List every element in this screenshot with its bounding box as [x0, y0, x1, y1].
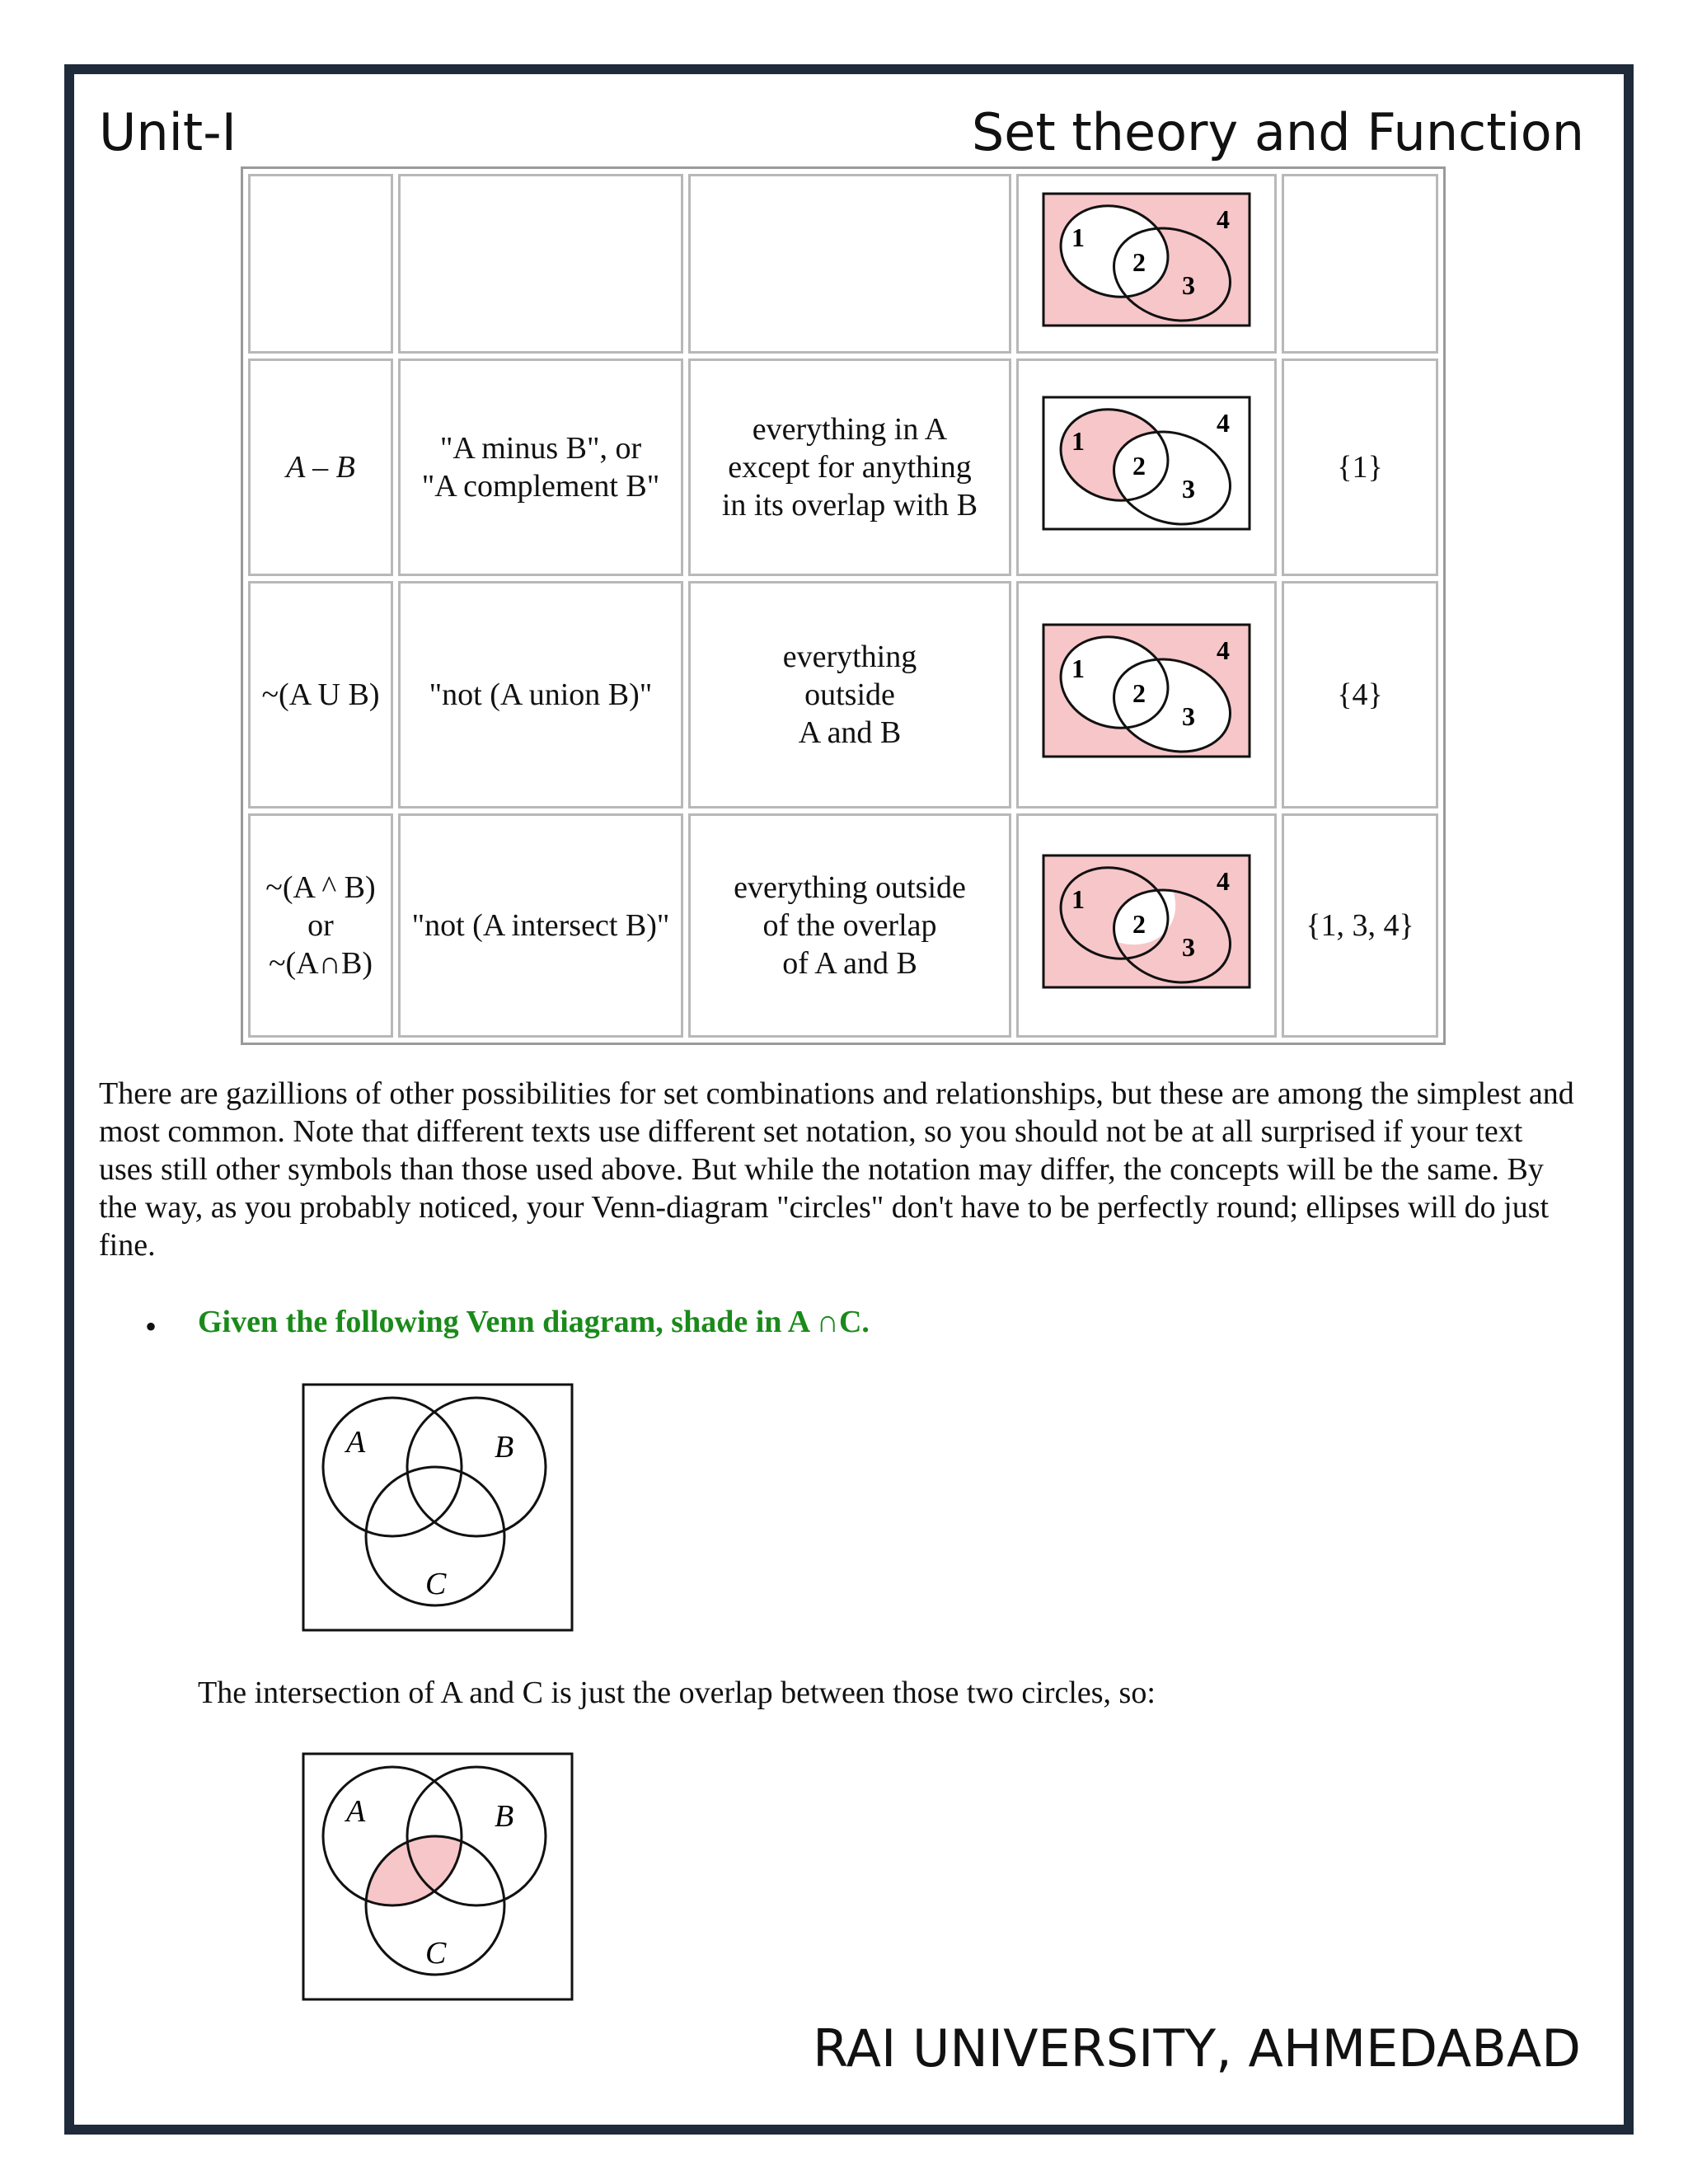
svg-text:3: 3	[1182, 269, 1195, 300]
svg-text:A: A	[346, 1794, 366, 1829]
result-cell: {1, 3, 4}	[1282, 813, 1438, 1038]
expr-cell: ~(A ^ B) or ~(A∩B)	[248, 813, 393, 1038]
university-footer: RAI UNIVERSITY, AHMEDABAD	[813, 2018, 1581, 2079]
svg-text:3: 3	[1182, 931, 1195, 962]
unit-title: Unit-I	[99, 102, 237, 162]
svg-text:2: 2	[1132, 246, 1146, 277]
svg-text:4: 4	[1217, 407, 1230, 438]
svg-text:3: 3	[1182, 701, 1195, 731]
venn-diagram-outside-a	[1042, 192, 1251, 327]
svg-text:1: 1	[1071, 883, 1085, 914]
expr-cell: ~(A U B)	[248, 581, 393, 808]
three-set-venn-diagram	[302, 1383, 574, 1632]
svg-text:4: 4	[1217, 865, 1230, 896]
desc-cell: everything outside A and B	[688, 581, 1011, 808]
bullet-icon: •	[145, 1308, 157, 1345]
svg-text:3: 3	[1182, 473, 1195, 504]
expr-cell: A – B	[248, 359, 393, 576]
venn-diagram-a-minus-b	[1042, 396, 1251, 531]
venn-cell	[1016, 359, 1277, 576]
venn-cell	[1016, 813, 1277, 1038]
svg-text:4: 4	[1217, 635, 1230, 665]
question-text: Given the following Venn diagram, shade in A ∩C.	[198, 1305, 870, 1339]
read-cell	[398, 174, 683, 354]
read-cell: "A minus B", or "A complement B"	[398, 359, 683, 576]
svg-text:B: B	[495, 1799, 514, 1834]
desc-cell: everything outside of the overlap of A and B	[688, 813, 1011, 1038]
result-cell: {4}	[1282, 581, 1438, 808]
subject-title: Set theory and Function	[971, 102, 1584, 162]
svg-text:1: 1	[1071, 425, 1085, 456]
three-set-venn-diagram-shaded	[302, 1752, 574, 2001]
svg-text:4: 4	[1217, 204, 1230, 234]
result-cell: {1}	[1282, 359, 1438, 576]
set-operations-table	[241, 166, 1446, 1045]
expr-cell	[248, 174, 393, 354]
desc-cell: everything in A except for anything in its overlap with B	[688, 359, 1011, 576]
read-cell: "not (A union B)"	[398, 581, 683, 808]
venn-cell	[1016, 581, 1277, 808]
result-cell	[1282, 174, 1438, 354]
answer-text: The intersection of A and C is just the overlap between those two circles, so:	[198, 1675, 1156, 1710]
svg-text:C: C	[425, 1567, 447, 1601]
svg-text:1: 1	[1071, 653, 1085, 683]
svg-text:2: 2	[1132, 677, 1146, 708]
svg-text:A: A	[346, 1425, 366, 1460]
table-row	[248, 359, 1438, 576]
desc-cell	[688, 174, 1011, 354]
svg-text:B: B	[495, 1430, 514, 1465]
venn-diagram-outside-intersection	[1042, 854, 1251, 989]
svg-text:C: C	[425, 1936, 447, 1971]
read-cell: "not (A intersect B)"	[398, 813, 683, 1038]
venn-diagram-outside-union	[1042, 623, 1251, 758]
venn-cell	[1016, 174, 1277, 354]
table-row	[248, 813, 1438, 1038]
table-row	[248, 581, 1438, 808]
table-row	[248, 174, 1438, 354]
svg-text:1: 1	[1071, 222, 1085, 252]
svg-text:2: 2	[1132, 450, 1146, 480]
body-paragraph: There are gazillions of other possibilities for set combinations and relationships, but these are among the simplest and most common. Note that different texts use different set notation, so you should not be at all surprised if your text uses still other symbols than those used above. But while the notation may differ, the concepts will be the same. By the way, as you probably noticed, your Venn-diagram "circles" don't have to be perfectly round; ellipses will do just fine.	[99, 1076, 1574, 1263]
svg-text:2: 2	[1132, 908, 1146, 939]
